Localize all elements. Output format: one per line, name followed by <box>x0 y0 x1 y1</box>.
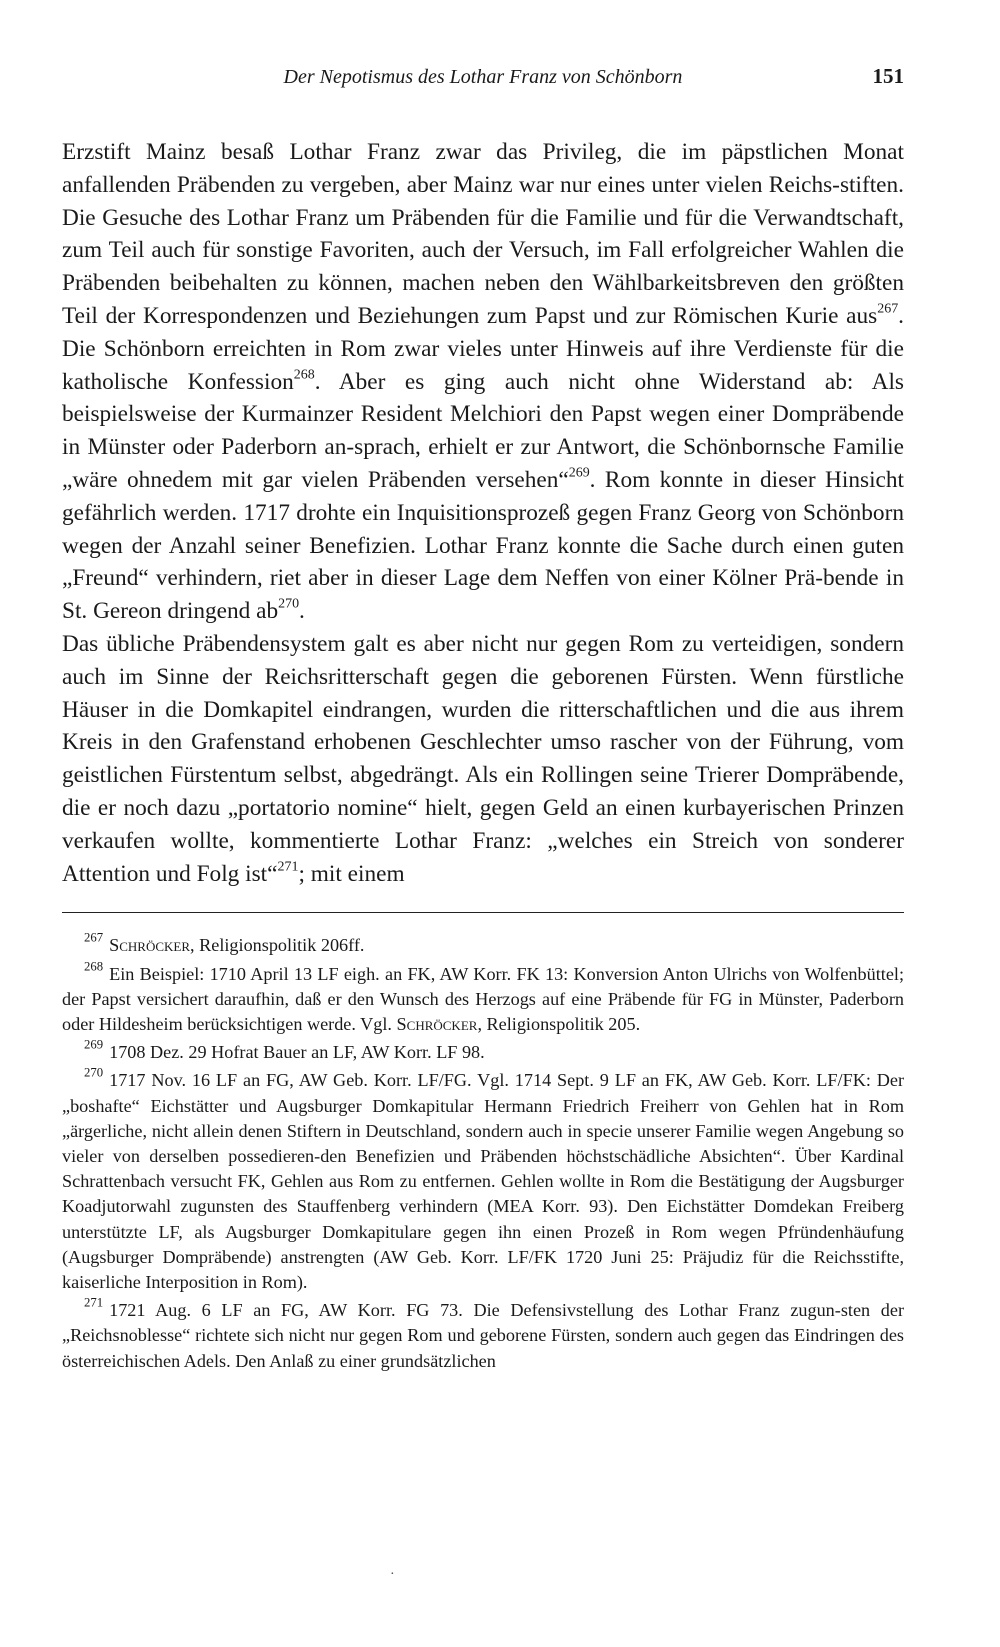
footnotes <box>62 930 904 1373</box>
footnote-number-text: 270 <box>84 1065 104 1080</box>
footnote-269 <box>62 1037 904 1065</box>
footnote-271 <box>62 1295 904 1374</box>
footnote-number-text: 271 <box>84 1295 104 1310</box>
footnote-text: Ein Beispiel: 1710 April 13 LF eigh. an FK, AW Korr. FK 13: Konversion Anton Ulrichs von Wolfenbüttel; der Papst versichert daraufhin, daß er den Wunsch des Herzogs auf eine Präbende für FG in Münster, Paderborn oder Hildesheim berücksichtigen werde. Vgl. <box>62 963 904 1034</box>
footnote-number-text: 269 <box>84 1037 104 1052</box>
main-text <box>62 136 904 890</box>
footnote-ref-267: 267 <box>877 301 899 317</box>
footnote-ref-268: 268 <box>293 367 315 383</box>
footnote-270 <box>62 1065 904 1295</box>
footnote-267 <box>62 930 904 958</box>
paragraph-2 <box>62 628 904 890</box>
running-header <box>62 60 904 94</box>
footnote-text: 1708 Dez. 29 Hofrat Bauer an LF, AW Korr. LF 98. <box>109 1042 485 1063</box>
author-name: Schröcker <box>396 1013 478 1034</box>
paragraph-text: . Rom konnte in dieser Hinsicht gefährlich werden. 1717 drohte ein Inquisitionsprozeß gegen Franz Georg von Schönborn wegen der Anzahl seiner Benefizien. Lothar Franz konnte die Sache durch einen guten „Freund“ verhindern, riet aber in dieser Lage dem Neffen von einer Kölner Prä-bende in St. Gereon dringend ab <box>62 466 905 625</box>
footnote-number <box>84 1295 104 1323</box>
footnote-number <box>84 930 104 958</box>
paragraph-1 <box>62 136 904 628</box>
stray-mark: · <box>390 1567 395 1582</box>
footnote-text: 1717 Nov. 16 LF an FG, AW Geb. Korr. LF/FG. Vgl. 1714 Sept. 9 LF an FK, AW Geb. Korr. LF/FK: Der „boshafte“ Eichstätter und Augsburger Domkapitular Hermann Friedrich Freiherr von Gehlen hat in Rom „ärgerliche, nicht allein denen Stiftern in Deutschland, sondern auch in specie unserer Familie wegen Angebung so vieler von derselben possedieren-den Benefizien und Präbenden höchstschädliche Absichten“. Über Kardinal Schrattenbach versucht FK, Gehlen aus Rom zu entfernen. Gehlen wollte in Rom die Bestätigung der Augsburger Koadjutorwahl zugunsten des Stauffenberg verhindern (MEA Korr. 93). Den Eichstätter Domdekan Freiberg unterstützte LF, als Augsburger Domkapitulare gegen ihn einen Prozeß in Rom wegen Pfründenhäufung (Augsburger Dompräbende) anstrengten (AW Geb. Korr. LF/FK 1720 Juni 25: Präjudiz für die Reichsstifte, kaiserliche Interposition in Rom). <box>62 1070 904 1292</box>
paragraph-text: . Die Schönborn erreichten in Rom zwar vieles unter Hinweis auf ihre Verdienste für die katholische Konfession <box>62 302 904 395</box>
footnote-ref-271: 271 <box>277 859 299 875</box>
footnote-separator <box>62 912 904 913</box>
footnote-text: , Religionspolitik 206ff. <box>190 935 365 956</box>
book-page <box>62 60 904 1377</box>
footnote-268 <box>62 958 904 1038</box>
author-name: Schröcker <box>109 935 191 956</box>
footnote-text: 1721 Aug. 6 LF an FG, AW Korr. FG 73. Die Defensivstellung des Lothar Franz zugun-sten der „Reichsnoblesse“ richtete sich nicht nur gegen Rom und geborene Fürsten, sondern auch gegen das Eindringen des österreichischen Adels. Den Anlaß zu einer grundsätzlichen <box>62 1300 904 1371</box>
footnote-number-text: 268 <box>84 958 104 973</box>
footnote-number <box>84 1065 104 1093</box>
paragraph-text: Das übliche Präbendensystem galt es aber nicht nur gegen Rom zu verteidigen, sondern auch im Sinne der Reichsritterschaft gegen die geborenen Fürsten. Wenn fürstliche Häuser in die Domkapitel eindrangen, wurden die ritterschaftlichen und die aus ihrem Kreis in den Grafenstand erhobenen Geschlechter umso rascher von der Führung, vom geistlichen Fürstentum selbst, abgedrängt. Als ein Rollingen seine Trierer Dompräbende, die er noch dazu „portatorio nomine“ hielt, gegen Geld an einen kurbayerischen Prinzen verkaufen wollte, kommentierte Lothar Franz: „welches ein Streich von sonderer Attention und Folg ist“ <box>62 630 904 887</box>
paragraph-text: . Aber es ging auch nicht ohne Widerstand ab: Als beispielsweise der Kurmainzer Resident Melchiori den Papst wegen einer Dompräbende in Münster oder Paderborn an-sprach, erhielt er zur Antwort, die Schönbornsche Familie „wäre ohnedem mit gar vielen Präbenden versehen“ <box>62 368 904 493</box>
page-number: 151 <box>872 64 904 88</box>
running-title: Der Nepotismus des Lothar Franz von Schönborn <box>283 66 683 88</box>
footnote-number <box>84 1037 104 1065</box>
paragraph-text: ; mit einem <box>298 860 405 887</box>
footnote-text: , Religionspolitik 205. <box>477 1013 641 1034</box>
footnote-number <box>84 958 104 987</box>
paragraph-text: . <box>299 598 305 625</box>
footnote-ref-270: 270 <box>278 596 300 612</box>
paragraph-text: Erzstift Mainz besaß Lothar Franz zwar das Privileg, die im päpstlichen Monat anfallenden Präbenden zu vergeben, aber Mainz war nur eines unter vielen Reichs-stiften. Die Gesuche des Lothar Franz um Präbenden für die Familie und für die Verwandtschaft, zum Teil auch für sonstige Favoriten, auch der Versuch, im Fall erfolgreicher Wahlen die Präbenden beibehalten zu können, machen neben den Wählbarkeitsbreven den größten Teil der Korrespondenzen und Beziehungen zum Papst und zur Römischen Kurie aus <box>62 139 904 329</box>
footnote-ref-269: 269 <box>568 465 590 481</box>
footnote-number-text: 267 <box>84 930 104 945</box>
